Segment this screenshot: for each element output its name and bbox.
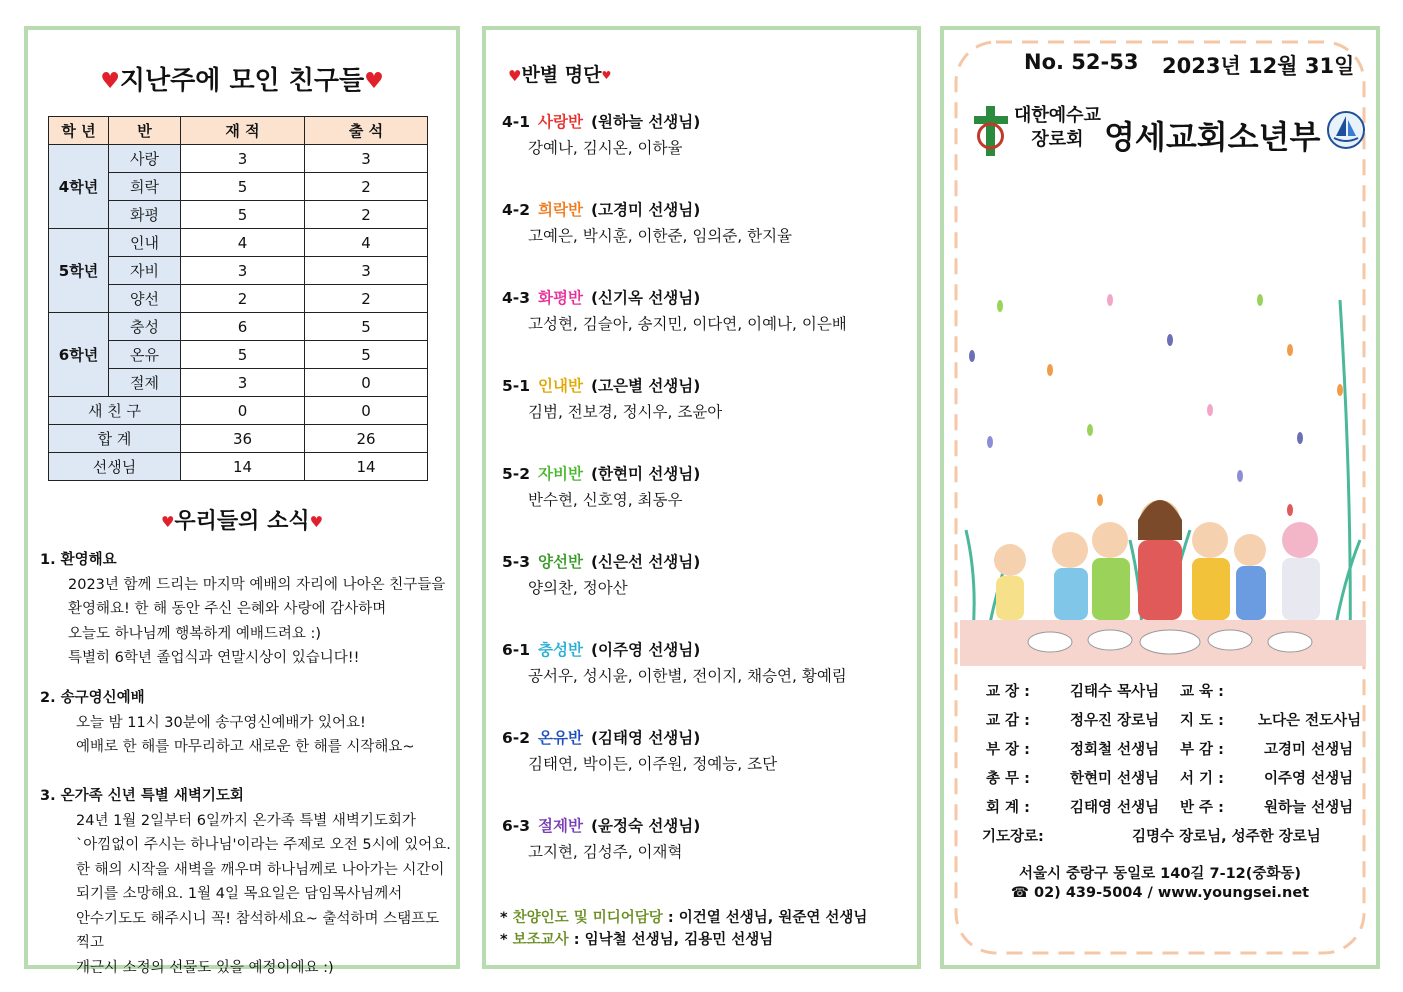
heart-icon: ♥: [601, 69, 612, 82]
staff-name: 정우진 장로님: [1070, 713, 1160, 729]
staff-label: 교 감 :: [986, 713, 1030, 729]
class-block: [502, 286, 847, 338]
attended-cell: 3: [305, 257, 428, 285]
class-teacher: (한현미 선생님): [590, 465, 701, 483]
class-cell: 사랑: [109, 145, 181, 173]
attended-cell: 26: [305, 425, 428, 453]
denomination: [1014, 104, 1101, 152]
class-block: [502, 814, 700, 866]
col-header: 출 석: [305, 117, 428, 145]
class-students: 반수현, 신호영, 최동우: [528, 491, 683, 509]
class-number: 4-1: [502, 113, 531, 131]
enrolled-cell: 3: [181, 257, 305, 285]
class-number: 6-2: [502, 729, 531, 747]
class-teacher: (윤정숙 선생님): [590, 817, 701, 835]
class-heading: [502, 814, 700, 838]
heart-icon: ♥: [160, 513, 175, 531]
prayer-names: 김명수 장로님, 성주한 장로님: [1132, 829, 1321, 845]
class-number: 6-1: [502, 641, 531, 659]
staff-directory: [982, 680, 1366, 860]
news-item: [40, 548, 445, 671]
row-label-cell: 새 친 구: [49, 397, 181, 425]
class-number: 4-3: [502, 289, 531, 307]
table-row: [49, 425, 428, 453]
church-name: 영세교회소년부: [1104, 118, 1321, 156]
staff-label: 서 기 :: [1180, 771, 1224, 787]
attended-cell: 2: [305, 201, 428, 229]
attendance-table: [48, 116, 428, 481]
attended-cell: 4: [305, 229, 428, 257]
heart-icon: ♥: [364, 69, 384, 94]
class-cell: 절제: [109, 369, 181, 397]
staff-name: 노다은 전도사님: [1258, 713, 1362, 729]
news-item: [40, 784, 456, 980]
grade-cell: 6학년: [49, 313, 109, 397]
news-heading: 3. 온가족 신년 특별 새벽기도회: [40, 788, 244, 804]
news-line: 특별히 6학년 졸업식과 연말시상이 있습니다!!: [68, 650, 360, 666]
class-teacher: (고경미 선생님): [590, 201, 701, 219]
table-row: [49, 313, 428, 341]
attended-cell: 2: [305, 173, 428, 201]
news-item: [40, 686, 415, 760]
class-cell: 양선: [109, 285, 181, 313]
people: [994, 500, 1320, 620]
illustration: [960, 290, 1366, 666]
enrolled-cell: 6: [181, 313, 305, 341]
attendance-title: ♥지난주에 모인 친구들♥: [100, 66, 384, 96]
note-line: * 찬양인도 및 미디어담당 : 이건열 선생님, 원준연 선생님: [500, 910, 868, 926]
staff-name: 정회철 선생님: [1070, 742, 1160, 758]
class-block: [502, 462, 700, 514]
enrolled-cell: 3: [181, 369, 305, 397]
class-name: 인내반: [538, 377, 583, 395]
class-cell: 자비: [109, 257, 181, 285]
class-students: 고예은, 박시훈, 이한준, 임의준, 한지율: [528, 227, 793, 245]
attended-cell: 2: [305, 285, 428, 313]
class-heading: [502, 462, 700, 486]
news-line: 되기를 소망해요. 1월 4일 목요일은 담임목사님께서: [76, 886, 403, 902]
class-cell: 온유: [109, 341, 181, 369]
news-line: 예배로 한 해를 마무리하고 새로운 한 해를 시작해요~: [76, 739, 415, 755]
staff-label: 부 장 :: [986, 742, 1030, 758]
enrolled-cell: 4: [181, 229, 305, 257]
table-row: [49, 145, 428, 173]
grade-cell: 4학년: [49, 145, 109, 229]
class-heading: [502, 110, 700, 134]
staff-label: 부 감 :: [1180, 742, 1224, 758]
col-header: 반: [109, 117, 181, 145]
news-line: 안수기도도 해주시니 꼭! 참석하세요~ 출석하며 스탬프도 찍고: [76, 910, 440, 951]
note-label: 찬양인도 및 미디어담당: [512, 910, 663, 926]
staff-name: 고경미 선생님: [1264, 742, 1354, 758]
note-line: * 보조교사 : 임낙철 선생님, 김용민 선생님: [500, 932, 774, 948]
class-heading: [502, 198, 792, 222]
class-students: 김범, 전보경, 정시우, 조윤아: [528, 403, 723, 421]
class-cell: 인내: [109, 229, 181, 257]
news-title: ♥우리들의 소식♥: [160, 509, 324, 534]
class-block: [502, 110, 700, 162]
class-teacher: (신은선 선생님): [590, 553, 701, 571]
class-students: 강예나, 김시온, 이하율: [528, 139, 683, 157]
church-address: 서울시 중랑구 동일로 140길 7-12(중화동): [1018, 866, 1302, 882]
col-header: 재 적: [181, 117, 305, 145]
class-teacher: (신기옥 선생님): [590, 289, 701, 307]
class-cell: 화평: [109, 201, 181, 229]
enrolled-cell: 3: [181, 145, 305, 173]
news-heading: 2. 송구영신예배: [40, 690, 145, 706]
attended-cell: 0: [305, 397, 428, 425]
heart-icon: ♥: [309, 513, 324, 531]
staff-name: 이주영 선생님: [1264, 771, 1354, 787]
staff-label: 회 계 :: [986, 800, 1030, 816]
issue-date: 2023년 12월 31일: [1162, 54, 1355, 78]
news-line: 2023년 함께 드리는 마지막 예배의 자리에 나아온 친구들을: [68, 576, 446, 593]
enrolled-cell: 2: [181, 285, 305, 313]
note-label: 보조교사: [512, 932, 569, 948]
denomination-line: 장로회: [1031, 129, 1084, 150]
row-label-cell: 선생님: [49, 453, 181, 481]
attended-cell: 5: [305, 313, 428, 341]
class-number: 5-3: [502, 553, 531, 571]
news-line: `아낌없이 주시는 하나님'이라는 주제로 오전 5시에 있어요.: [76, 837, 451, 853]
cross-logo-icon: [972, 106, 1010, 156]
note-text: : 임낙철 선생님, 김용민 선생님: [568, 932, 774, 948]
staff-label: 교 육 :: [1180, 684, 1224, 700]
class-heading: [502, 374, 722, 398]
class-name: 절제반: [538, 817, 583, 835]
attended-cell: 5: [305, 341, 428, 369]
news-line: 오늘도 하나님께 행복하게 예배드려요 :): [68, 625, 322, 642]
class-teacher: (김태영 선생님): [590, 729, 701, 747]
note-text: : 이건열 선생님, 원준연 선생님: [662, 910, 868, 926]
class-block: [502, 374, 722, 426]
church-contact: ☎ 02) 439-5004 / www.youngsei.net: [1010, 885, 1310, 901]
class-students: 김태연, 박이든, 이주원, 정예능, 조단: [528, 755, 778, 773]
class-number: 4-2: [502, 201, 531, 219]
attended-cell: 3: [305, 145, 428, 173]
enrolled-cell: 14: [181, 453, 305, 481]
heart-icon: ♥: [100, 69, 120, 94]
heart-icon: ♥: [508, 66, 522, 85]
staff-label: 교 장 :: [986, 684, 1030, 700]
class-block: [502, 638, 847, 690]
class-roster-panel: [482, 26, 921, 969]
attendance-panel: [24, 26, 460, 976]
denomination-line: 대한예수교: [1014, 105, 1101, 126]
grade-cell: 5학년: [49, 229, 109, 313]
enrolled-cell: 5: [181, 173, 305, 201]
class-teacher: (원하늘 선생님): [590, 113, 701, 131]
class-teacher: (이주영 선생님): [590, 641, 701, 659]
class-name: 희락반: [538, 201, 583, 219]
class-block: [502, 198, 792, 250]
class-cell: 희락: [109, 173, 181, 201]
staff-name: 한현미 선생님: [1070, 771, 1160, 787]
sailboat-logo-icon: [1326, 110, 1366, 150]
news-line: 오늘 밤 11시 30분에 송구영신예배가 있어요!: [76, 714, 366, 731]
row-label-cell: 합 계: [49, 425, 181, 453]
notes: [500, 907, 867, 951]
class-heading: [502, 550, 700, 574]
enrolled-cell: 5: [181, 341, 305, 369]
news-line: 개근시 소정의 선물도 있을 예정이에요 :): [76, 959, 334, 976]
class-name: 사랑반: [538, 113, 583, 131]
class-name: 충성반: [538, 641, 583, 659]
attended-cell: 14: [305, 453, 428, 481]
news-line: 한 해의 시작을 새벽을 깨우며 하나님께로 나아가는 시간이: [76, 861, 445, 878]
enrolled-cell: 5: [181, 201, 305, 229]
enrolled-cell: 36: [181, 425, 305, 453]
class-name: 온유반: [538, 729, 583, 747]
col-header: 학 년: [49, 117, 109, 145]
news-heading: 1. 환영해요: [40, 552, 117, 568]
class-students: 고성현, 김슬아, 송지민, 이다연, 이예나, 이은배: [528, 315, 847, 333]
class-students: 공서우, 성시윤, 이한별, 전이지, 채승연, 황예림: [528, 667, 847, 685]
class-students: 고지현, 김성주, 이재혁: [528, 843, 683, 861]
class-number: 5-2: [502, 465, 531, 483]
table-row: [49, 397, 428, 425]
class-number: 6-3: [502, 817, 531, 835]
class-heading: [502, 638, 847, 662]
class-block: [502, 726, 777, 778]
staff-name: 원하늘 선생님: [1264, 800, 1354, 816]
class-teacher: (고은별 선생님): [590, 377, 701, 395]
class-cell: 충성: [109, 313, 181, 341]
enrolled-cell: 0: [181, 397, 305, 425]
class-number: 5-1: [502, 377, 531, 395]
news-line: 24년 1월 2일부터 6일까지 온가족 특별 새벽기도회가: [76, 812, 416, 829]
staff-label: 총 무 :: [986, 771, 1030, 787]
roster-title: ♥반별 명단♥: [508, 64, 612, 86]
class-heading: [502, 286, 847, 310]
class-block: [502, 550, 700, 602]
attended-cell: 0: [305, 369, 428, 397]
table-row: [49, 453, 428, 481]
issue-number: No. 52-53: [1024, 50, 1139, 74]
class-name: 자비반: [538, 465, 583, 483]
table-row: [49, 229, 428, 257]
cover-panel: [940, 26, 1380, 969]
staff-name: 김태수 목사님: [1070, 684, 1160, 700]
class-students: 양의찬, 정아산: [528, 579, 628, 597]
staff-name: 김태영 선생님: [1070, 800, 1160, 816]
news-line: 환영해요! 한 해 동안 주신 은혜와 사랑에 감사하며: [68, 601, 387, 617]
class-name: 화평반: [538, 289, 583, 307]
class-name: 양선반: [538, 553, 583, 571]
class-heading: [502, 726, 777, 750]
confetti: [969, 294, 1343, 516]
staff-label: 반 주 :: [1180, 800, 1224, 816]
prayer-label: 기도장로:: [982, 829, 1044, 845]
staff-label: 지 도 :: [1180, 713, 1224, 729]
